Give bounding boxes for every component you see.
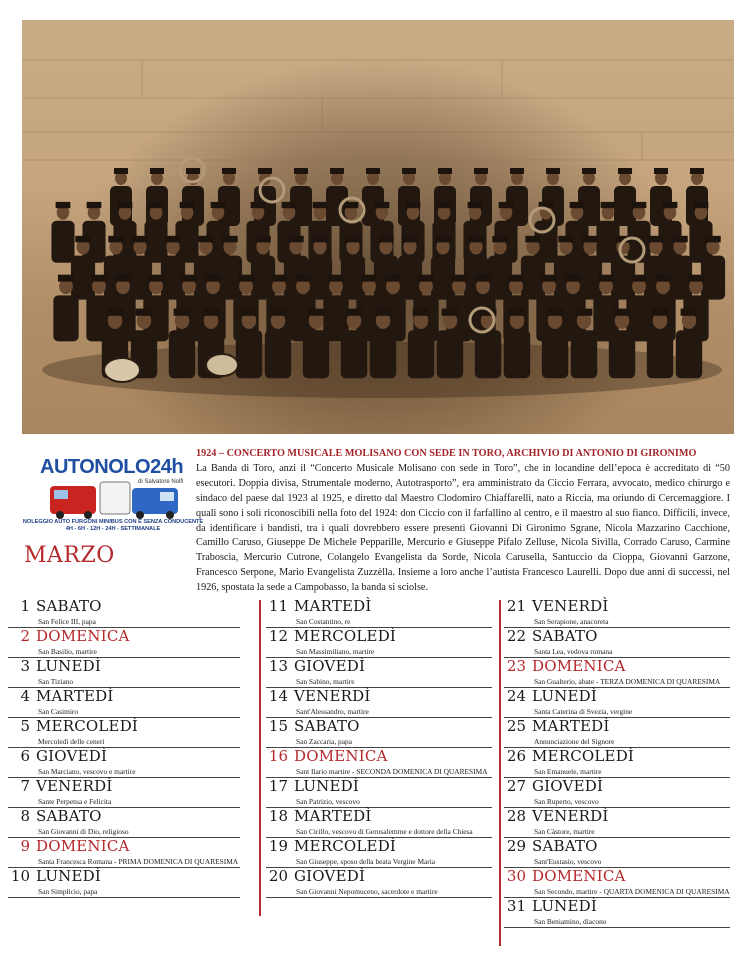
calendar-day: [266, 867, 492, 897]
band-member-cap: [308, 309, 325, 316]
saint-of-day: San Càstore, martire: [534, 827, 595, 836]
calendar-column-1: [8, 597, 240, 897]
saint-of-day: San Simplicio, papa: [38, 887, 98, 896]
saint-of-day: Sant'Alessandro, martire: [296, 707, 369, 716]
band-member-cap: [203, 309, 220, 316]
band-member-cap: [345, 236, 360, 243]
band-member-cap: [474, 168, 488, 174]
weekday-name: MERCOLEDÌ: [532, 747, 635, 765]
band-member-cap: [205, 275, 221, 282]
calendar-day: [266, 837, 492, 867]
band-photograph: [22, 20, 734, 434]
band-member-body: [265, 330, 291, 378]
calendar-day: [8, 747, 240, 777]
band-member-cap: [150, 168, 164, 174]
calendar-day: [8, 597, 240, 627]
day-number: 9: [20, 837, 30, 855]
saint-of-day: Annunciazione del Signore: [534, 737, 615, 746]
saint-of-day: San Secondo, martire - QUARTA DOMENICA DI QUARESIMA: [534, 887, 730, 896]
day-number: 4: [20, 687, 30, 705]
band-member-cap: [75, 236, 90, 243]
day-number: 24: [506, 687, 526, 705]
calendar-day: [504, 657, 730, 687]
day-number: 12: [268, 627, 288, 645]
weekday-name: SABATO: [36, 597, 102, 615]
weekday-name: SABATO: [36, 807, 102, 825]
band-member-body: [475, 330, 501, 378]
band-member-cap: [149, 202, 164, 208]
band-member-body: [370, 330, 396, 378]
weekday-name: GIOVEDÌ: [294, 657, 366, 675]
calendar-day: [504, 627, 730, 657]
band-member-cap: [631, 275, 647, 282]
calendar-day: [8, 627, 240, 657]
weekday-name: MERCOLEDÌ: [36, 717, 139, 735]
saint-of-day: Santa Francesca Romana - PRIMA DOMENICA DI QUARESIMA: [38, 857, 239, 866]
day-number: 31: [506, 897, 526, 915]
band-member-body: [676, 330, 702, 378]
photo-caption: [196, 447, 730, 596]
band-member-cap: [174, 309, 191, 316]
band-member-body: [51, 221, 74, 263]
logo-title: AUTONOLO24h: [40, 456, 184, 478]
band-member-cap: [508, 275, 524, 282]
weekday-name: LUNEDÌ: [532, 897, 598, 915]
band-member-cap: [654, 168, 668, 174]
calendar-day: [266, 717, 492, 747]
day-number: 10: [10, 867, 30, 885]
saint-of-day: San Tiziano: [38, 677, 74, 686]
band-member-cap: [451, 275, 467, 282]
band-member-cap: [663, 202, 678, 208]
band-member-cap: [442, 309, 459, 316]
logo-subtitle: di Salvatore Nolfi: [138, 479, 184, 485]
day-number: 13: [268, 657, 288, 675]
band-member-cap: [648, 236, 663, 243]
day-number: 11: [268, 597, 288, 615]
calendar-day: [266, 687, 492, 717]
band-member-cap: [328, 275, 344, 282]
band-member-body: [341, 330, 367, 378]
band-member-body: [571, 330, 597, 378]
day-number: 27: [506, 777, 526, 795]
band-member-cap: [313, 202, 328, 208]
band-member-cap: [694, 202, 709, 208]
band-member-cap: [468, 202, 483, 208]
calendar-column-2: [266, 597, 492, 897]
band-member-cap: [375, 309, 392, 316]
saint-of-day: San Basilio, martire: [38, 647, 97, 656]
day-number: 14: [268, 687, 288, 705]
calendar-day: [504, 897, 730, 927]
saint-of-day: San Sabino, martire: [296, 677, 355, 686]
band-member-cap: [366, 168, 380, 174]
weekday-name: MARTEDÌ: [294, 597, 372, 615]
band-member-cap: [181, 275, 197, 282]
band-member-cap: [330, 168, 344, 174]
band-member-body: [701, 256, 725, 300]
band-member-cap: [378, 236, 393, 243]
row-separator: [266, 897, 492, 898]
band-member-cap: [492, 236, 507, 243]
band-member-cap: [601, 202, 616, 208]
saint-of-day: San Giovanni di Dio, religioso: [38, 827, 129, 836]
saint-of-day: Sant Ilario martire - SECONDA DOMENICA DI QUARESIMA: [296, 767, 488, 776]
saint-of-day: San Zaccaria, papa: [296, 737, 353, 746]
band-member-cap: [222, 168, 236, 174]
saint-of-day: San Ruperto, vescovo: [534, 797, 599, 806]
calendar-day: [504, 807, 730, 837]
band-member-cap: [56, 202, 71, 208]
weekday-name: LUNEDÌ: [36, 657, 102, 675]
band-member-cap: [270, 309, 287, 316]
logo-tagline-1: NOLEGGIO AUTO FURGONI MINIBUS CON E SENZA CONDUCENTE: [22, 519, 204, 525]
weekday-name: DOMENICA: [532, 657, 626, 675]
band-member-cap: [418, 275, 434, 282]
month-title: MARZO: [24, 543, 115, 568]
day-number: 17: [268, 777, 288, 795]
band-member-body: [408, 330, 434, 378]
band-member-body: [169, 330, 195, 378]
day-number: 8: [20, 807, 30, 825]
band-member-cap: [402, 168, 416, 174]
band-member-cap: [618, 168, 632, 174]
saint-of-day: San Costantino, re: [296, 617, 351, 626]
autonolo-logo: [20, 452, 206, 542]
band-member-cap: [108, 236, 123, 243]
band-member-cap: [655, 275, 671, 282]
calendar-day: [266, 597, 492, 627]
band-member-cap: [681, 309, 698, 316]
band-member-cap: [570, 202, 585, 208]
caption-title: 1924 – CONCERTO MUSICALE MOLISANO CON SEDE IN TORO, ARCHIVIO DI ANTONIO DI GIRONIMO: [196, 448, 697, 459]
band-member-cap: [385, 275, 401, 282]
weekday-name: VENERDÌ: [294, 687, 371, 705]
band-member-cap: [288, 236, 303, 243]
band-member-cap: [558, 236, 573, 243]
vans-icon: [20, 480, 206, 520]
saint-of-day: San Serapione, anacoreta: [534, 617, 609, 626]
weekday-name: SABATO: [532, 837, 598, 855]
saint-of-day: San Marciano, vescovo e martire: [38, 767, 136, 776]
day-number: 15: [268, 717, 288, 735]
band-member-cap: [672, 236, 687, 243]
band-member-body: [504, 330, 530, 378]
band-member-body: [236, 330, 262, 378]
weekday-name: VENERDÌ: [532, 597, 609, 615]
band-member-cap: [148, 275, 164, 282]
day-number: 3: [20, 657, 30, 675]
saint-of-day: San Gualterio, abate - TERZA DOMENICA DI QUARESIMA: [534, 677, 721, 686]
band-member-body: [53, 295, 78, 341]
weekday-name: DOMENICA: [36, 837, 130, 855]
weekday-name: LUNEDÌ: [36, 867, 102, 885]
band-member-cap: [114, 168, 128, 174]
photo-figures: [22, 20, 734, 434]
day-number: 7: [20, 777, 30, 795]
column-divider: [259, 600, 261, 916]
weekday-name: VENERDÌ: [532, 807, 609, 825]
calendar-day: [8, 657, 240, 687]
band-member-cap: [222, 236, 237, 243]
row-separator: [504, 927, 730, 928]
band-member-cap: [598, 275, 614, 282]
weekday-name: LUNEDÌ: [294, 777, 360, 795]
day-number: 1: [20, 597, 30, 615]
weekday-name: DOMENICA: [36, 627, 130, 645]
band-member-body: [303, 330, 329, 378]
calendar-day: [266, 807, 492, 837]
band-member-cap: [58, 275, 74, 282]
band-member-cap: [541, 275, 557, 282]
calendar-day: [504, 747, 730, 777]
band-member-cap: [258, 168, 272, 174]
band-member-cap: [165, 236, 180, 243]
band-member-cap: [375, 202, 390, 208]
band-member-cap: [438, 168, 452, 174]
band-member-cap: [211, 202, 226, 208]
weekday-name: DOMENICA: [532, 867, 626, 885]
weekday-name: DOMENICA: [294, 747, 388, 765]
band-member-cap: [582, 168, 596, 174]
band-member-cap: [87, 202, 102, 208]
band-member-cap: [107, 309, 124, 316]
weekday-name: MARTEDÌ: [532, 717, 610, 735]
band-member-cap: [499, 202, 514, 208]
day-number: 22: [506, 627, 526, 645]
calendar-day: [504, 597, 730, 627]
band-member-cap: [136, 309, 153, 316]
band-member-cap: [406, 202, 421, 208]
weekday-name: SABATO: [532, 627, 598, 645]
band-member-cap: [118, 202, 133, 208]
day-number: 25: [506, 717, 526, 735]
calendar-day: [504, 837, 730, 867]
column-divider: [499, 600, 501, 946]
band-member-cap: [241, 309, 258, 316]
calendar-day: [8, 867, 240, 897]
day-number: 16: [268, 747, 288, 765]
band-member-cap: [346, 309, 363, 316]
band-member-cap: [705, 236, 720, 243]
band-member-cap: [271, 275, 287, 282]
band-member-body: [609, 330, 635, 378]
weekday-name: GIOVEDÌ: [36, 747, 108, 765]
day-number: 6: [20, 747, 30, 765]
calendar-day: [266, 627, 492, 657]
band-member-cap: [295, 275, 311, 282]
weekday-name: MERCOLEDÌ: [294, 627, 397, 645]
band-member-cap: [690, 168, 704, 174]
band-member-cap: [238, 275, 254, 282]
band-member-cap: [402, 236, 417, 243]
weekday-name: MARTEDÌ: [294, 807, 372, 825]
band-member-cap: [582, 236, 597, 243]
weekday-name: MERCOLEDÌ: [294, 837, 397, 855]
logo-tagline-2: 4H - 6H - 12H - 24H - SETTIMANALE: [65, 526, 161, 532]
calendar-day: [8, 837, 240, 867]
band-member-cap: [546, 168, 560, 174]
saint-of-day: San Casimiro: [38, 707, 79, 716]
caption-body: La Banda di Toro, anzi il “Concerto Musicale Molisano con sede in Toro”, che in locandine dell’epoca è accreditato di “50 esecutori. Doppia divisa, Strumentale moderno, Autotrasporto”, era amministrato da Ciccio Ferrara, avvocato, medico chirurgo e sindaco del paese dal 1923 al 1925, e diretto dal Maestro Clodomiro Chiaffarelli, nato a Riccia, ma oriundo di Cercemaggiore. I quali sono i soli riconoscibili nella foto del 1924: don Ciccio con il farfallino al centro, e il maestro al suo fianco. Difficili, invece, da identificare i bandisti, tra i quali dovrebbero essere presenti Giovanni Di Gironimo Sgrane, Nicola Mazzarino Cacchione, Camillo Caruso, Giuseppe De Michele Pepparille, Mercurio e Giuseppe Pifalo Zelluse, Nicola Sivilla, Corrado Caruso, Carmine Traboscia, Mercurio Cutrone, Colangelo Evangelista da Sorde, Nicola Carusella, Santuccio da Cioppa, Giovanni Garzone, Francesco Serpone, Mario Evangelista Zuzzèlla. Insieme a loro anche l’autista Francesco Laurelli. Dopo due anni di successi, nel 1926, spostata la sede a Campobasso, la banda si sciolse.: [196, 462, 730, 594]
band-member-body: [647, 330, 673, 378]
day-number: 23: [506, 657, 526, 675]
band-member-cap: [198, 236, 213, 243]
band-member-cap: [132, 236, 147, 243]
day-number: 28: [506, 807, 526, 825]
saint-of-day: Mercoledì delle ceneri: [38, 737, 105, 746]
day-number: 19: [268, 837, 288, 855]
saint-of-day: Sant'Eustasio, vescovo: [534, 857, 602, 866]
saint-of-day: San Beniamino, diacono: [534, 917, 607, 926]
band-member-cap: [251, 202, 266, 208]
band-member-body: [437, 330, 463, 378]
band-member-cap: [509, 309, 526, 316]
band-member-cap: [547, 309, 564, 316]
band-member-cap: [294, 168, 308, 174]
day-number: 29: [506, 837, 526, 855]
weekday-name: VENERDÌ: [36, 777, 113, 795]
band-member-cap: [91, 275, 107, 282]
band-member-cap: [115, 275, 131, 282]
band-member-cap: [361, 275, 377, 282]
weekday-name: LUNEDÌ: [532, 687, 598, 705]
band-member-cap: [632, 202, 647, 208]
band-member-cap: [344, 202, 359, 208]
band-member-cap: [688, 275, 704, 282]
saint-of-day: San Cirillo, vescovo di Gerusalemme e dottore della Chiesa: [296, 827, 473, 836]
saint-of-day: Santa Caterina di Svezia, vergine: [534, 707, 633, 716]
calendar-day: [266, 777, 492, 807]
band-member-cap: [565, 275, 581, 282]
band-member-cap: [576, 309, 593, 316]
day-number: 18: [268, 807, 288, 825]
weekday-name: MARTEDÌ: [36, 687, 114, 705]
band-member-cap: [525, 236, 540, 243]
day-number: 26: [506, 747, 526, 765]
band-member-cap: [652, 309, 669, 316]
band-member-cap: [437, 202, 452, 208]
band-member-cap: [255, 236, 270, 243]
band-member-cap: [413, 309, 430, 316]
calendar-day: [8, 687, 240, 717]
calendar-day: [504, 867, 730, 897]
calendar-day: [504, 777, 730, 807]
calendar-day: [8, 717, 240, 747]
band-member-cap: [468, 236, 483, 243]
saint-of-day: San Massimiliano, martire: [296, 647, 375, 656]
saint-of-day: Santa Lea, vedova romana: [534, 647, 613, 656]
calendar-day: [8, 777, 240, 807]
day-number: 2: [20, 627, 30, 645]
calendar-day: [266, 747, 492, 777]
saint-of-day: Sante Perpetua e Felicita: [38, 797, 112, 806]
band-member-cap: [186, 168, 200, 174]
band-member-body: [542, 330, 568, 378]
calendar-column-3: [504, 597, 730, 927]
calendar-day: [504, 687, 730, 717]
band-member-cap: [475, 275, 491, 282]
saint-of-day: San Felice III, papa: [38, 617, 96, 626]
weekday-name: GIOVEDÌ: [294, 867, 366, 885]
calendar-day: [504, 717, 730, 747]
day-number: 5: [20, 717, 30, 735]
saint-of-day: San Giuseppe, sposo della beata Vergine Maria: [296, 857, 436, 866]
band-member-cap: [510, 168, 524, 174]
saint-of-day: San Emanuele, martire: [534, 767, 602, 776]
band-member-cap: [180, 202, 195, 208]
band-member-cap: [312, 236, 327, 243]
saint-of-day: San Patrizio, vescovo: [296, 797, 360, 806]
band-member-cap: [282, 202, 297, 208]
band-member-cap: [614, 309, 631, 316]
day-number: 20: [268, 867, 288, 885]
saint-of-day: San Giovanni Nepomuceno, sacerdote e martire: [296, 887, 438, 896]
day-number: 21: [506, 597, 526, 615]
weekday-name: SABATO: [294, 717, 360, 735]
calendar-day: [8, 807, 240, 837]
band-member-cap: [435, 236, 450, 243]
weekday-name: GIOVEDÌ: [532, 777, 604, 795]
day-number: 30: [506, 867, 526, 885]
row-separator: [8, 897, 240, 898]
calendar-day: [266, 657, 492, 687]
